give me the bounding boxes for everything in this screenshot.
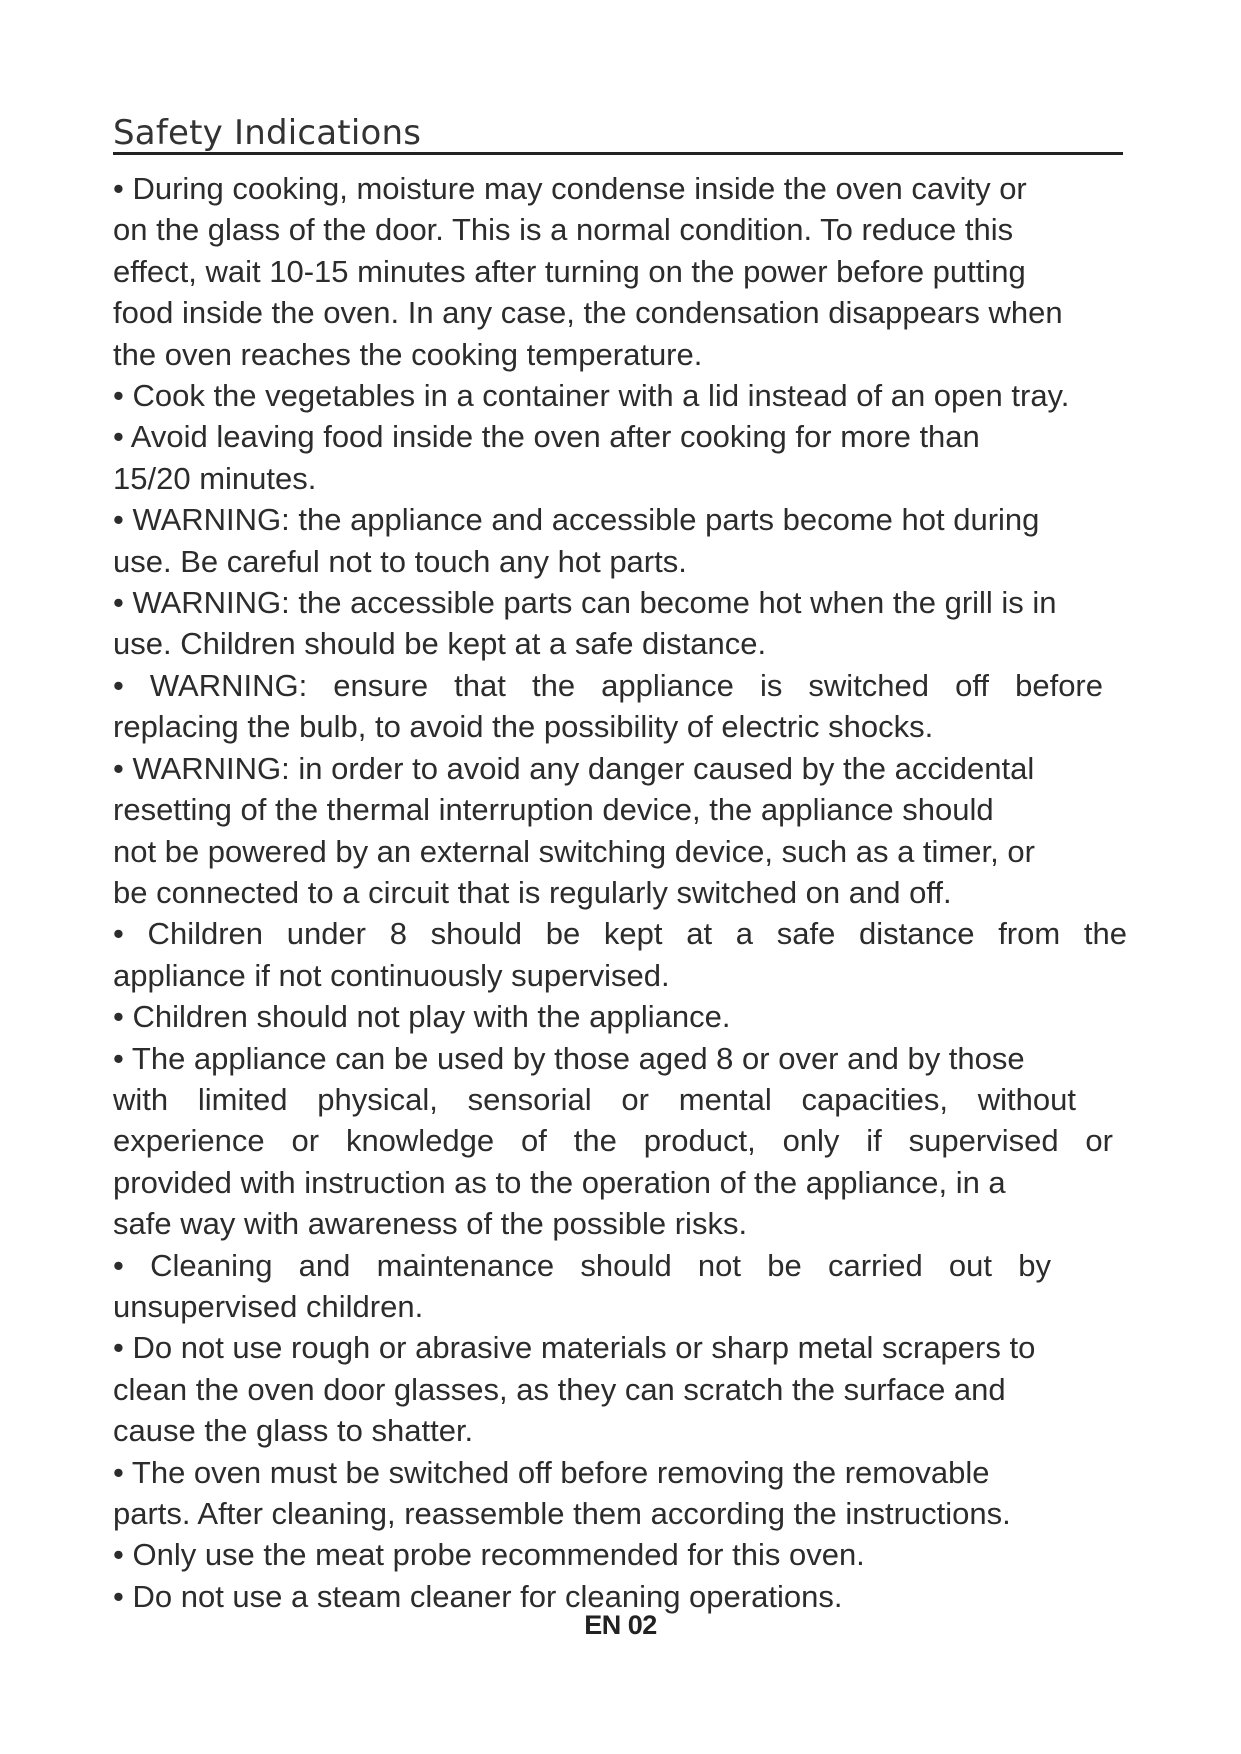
safety-item-warning-thermal	[113, 748, 1173, 914]
page-number: EN 02	[584, 1610, 657, 1640]
text-line: effect, wait 10-15 minutes after turning on the power before putting	[113, 253, 1026, 289]
section-header	[113, 104, 1123, 155]
text-line: clean the oven door glasses, as they can scratch the surface and	[113, 1371, 1006, 1407]
text-line: not be powered by an external switching device, such as a timer, or	[113, 833, 1035, 869]
safety-item-abrasive-materials	[113, 1327, 1173, 1451]
text-line: • Only use the meat probe recommended for this oven.	[113, 1537, 865, 1573]
safety-item-condensation	[113, 168, 1173, 375]
text-line: • Do not use rough or abrasive materials or sharp metal scrapers to	[113, 1330, 1036, 1366]
text-line: • During cooking, moisture may condense inside the oven cavity or	[113, 171, 1027, 206]
text-line: • WARNING: the appliance and accessible parts become hot during	[113, 502, 1040, 538]
safety-item-warning-grill	[113, 582, 1173, 665]
text-line: • WARNING: in order to avoid any danger caused by the accidental	[113, 750, 1035, 786]
text-line: • Cleaning and maintenance should not be carried out by	[113, 1247, 1051, 1283]
safety-item-warning-bulb	[113, 665, 1173, 748]
safety-item-cleaning-children	[113, 1245, 1173, 1328]
text-line: cause the glass to shatter.	[113, 1413, 474, 1449]
text-line: • Do not use a steam cleaner for cleaning operations.	[113, 1578, 843, 1614]
text-line: • Children should not play with the appliance.	[113, 999, 731, 1035]
text-line: be connected to a circuit that is regularly switched on and off.	[113, 874, 952, 910]
text-line: resetting of the thermal interruption device, the appliance should	[113, 792, 994, 828]
text-line: appliance if not continuously supervised.	[113, 957, 670, 993]
text-line: with limited physical, sensorial or mental capacities, without	[113, 1081, 1076, 1117]
text-line: food inside the oven. In any case, the condensation disappears when	[113, 295, 1063, 331]
text-line: • WARNING: the accessible parts can become hot when the grill is in	[113, 585, 1057, 621]
section-title: Safety Indications	[113, 113, 422, 153]
safety-item-warning-hot-parts	[113, 499, 1173, 582]
text-line: • The appliance can be used by those aged 8 or over and by those	[113, 1040, 1025, 1076]
safety-item-leaving-food	[113, 416, 1173, 499]
text-line: • Cook the vegetables in a container with a lid instead of an open tray.	[113, 378, 1070, 414]
safety-list	[113, 168, 1173, 1617]
safety-item-children-distance	[113, 913, 1173, 996]
text-line: parts. After cleaning, reassemble them according the instructions.	[113, 1496, 1011, 1531]
text-line: • WARNING: ensure that the appliance is switched off before	[113, 667, 1103, 703]
text-line: experience or knowledge of the product, only if supervised or	[113, 1123, 1113, 1159]
text-line: on the glass of the door. This is a normal condition. To reduce this	[113, 212, 1014, 248]
text-line: • Children under 8 should be kept at a safe distance from the	[113, 916, 1127, 952]
text-line: use. Children should be kept at a safe distance.	[113, 626, 767, 662]
text-line: safe way with awareness of the possible risks.	[113, 1206, 748, 1242]
text-line: • The oven must be switched off before removing the removable	[113, 1454, 990, 1490]
safety-item-supervised-use	[113, 1038, 1173, 1245]
text-line: unsupervised children.	[113, 1288, 424, 1324]
text-line: the oven reaches the cooking temperature.	[113, 336, 703, 372]
text-line: use. Be careful not to touch any hot parts.	[113, 543, 687, 579]
text-line: 15/20 minutes.	[113, 460, 317, 496]
text-line: provided with instruction as to the operation of the appliance, in a	[113, 1164, 1006, 1200]
safety-item-meat-probe	[113, 1534, 1173, 1575]
text-line: replacing the bulb, to avoid the possibility of electric shocks.	[113, 709, 934, 745]
text-line: • Avoid leaving food inside the oven after cooking for more than	[113, 419, 980, 455]
safety-item-removable-parts	[113, 1452, 1173, 1535]
safety-item-vegetables	[113, 375, 1173, 416]
safety-item-children-play	[113, 996, 1173, 1037]
